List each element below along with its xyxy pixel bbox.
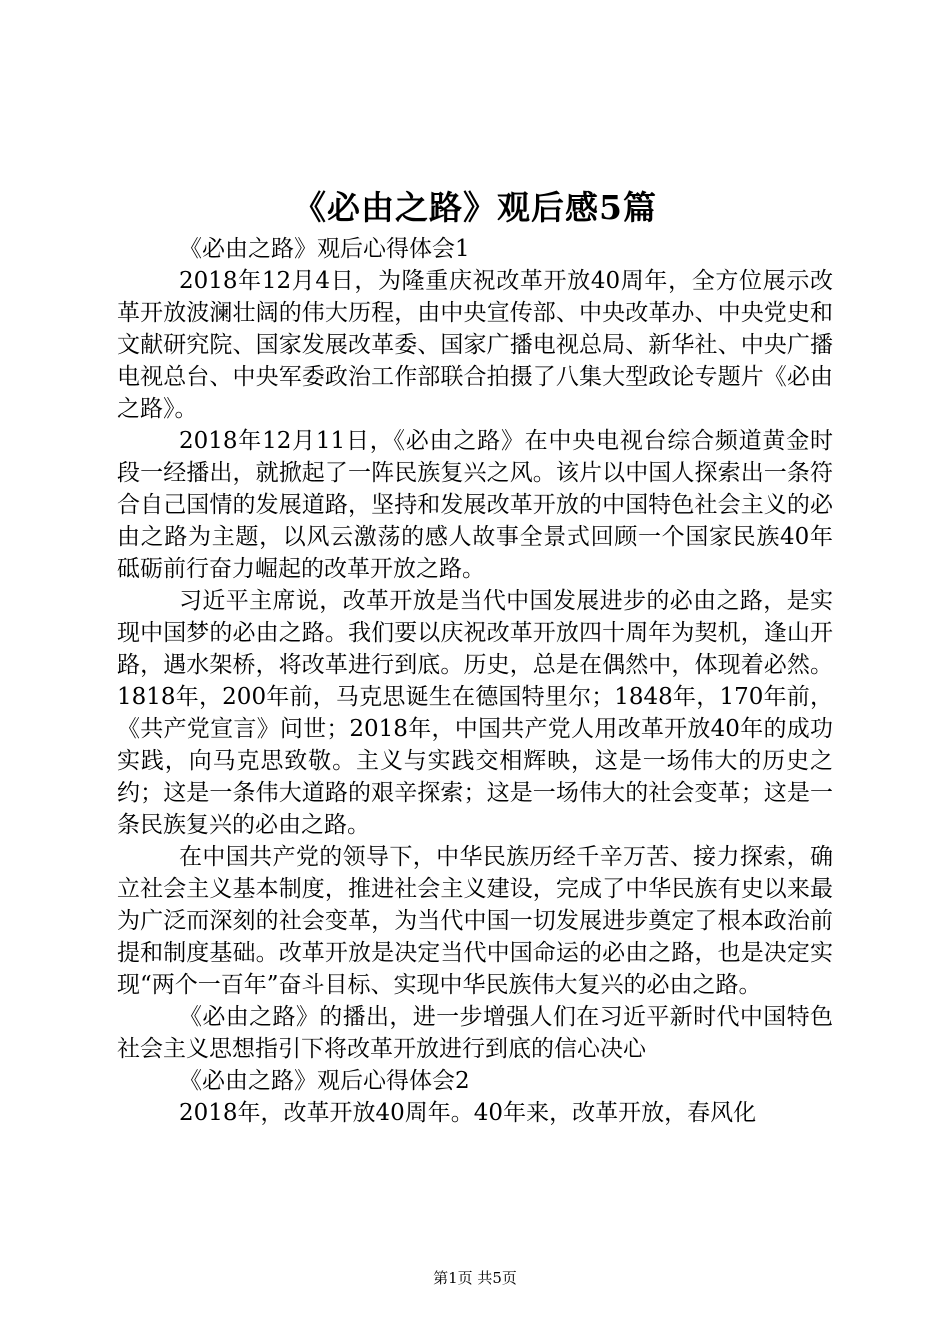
paragraph: 2018年12月4日，为隆重庆祝改革开放40周年，全方位展示改革开放波澜壮阔的伟大历程，由中央宣传部、中央改革办、中央党史和文献研究院、国家发展改革委、国家广播电视总局、新华社、中央广播电视总台、中央军委政治工作部联合拍摄了八集大型政论专题片《必由之路》。: [117, 268, 833, 422]
page-footer: 第1页 共5页: [433, 1269, 517, 1287]
paragraph: 《必由之路》的播出，进一步增强人们在习近平新时代中国特色社会主义思想指引下将改革开放进行到底的信心决心: [117, 1004, 833, 1062]
page-title: 《必由之路》观后感5篇: [293, 188, 657, 227]
section-heading-2: 《必由之路》观后心得体会2: [179, 1068, 470, 1094]
section-heading-1: 《必由之路》观后心得体会1: [179, 236, 470, 262]
paragraph: 习近平主席说，改革开放是当代中国发展进步的必由之路，是实现中国梦的必由之路。我们要以庆祝改革开放四十周年为契机，逢山开路，遇水架桥，将改革进行到底。历史，总是在偶然中，体现着必然。1818年，200年前，马克思诞生在德国特里尔；1848年，170年前，《共产党宣言》问世；2018年，中国共产党人用改革开放40年的成功实践，向马克思致敬。主义与实践交相辉映，这是一场伟大的历史之约；这是一条伟大道路的艰辛探索；这是一场伟大的社会变革；这是一条民族复兴的必由之路。: [117, 588, 833, 838]
paragraph: 2018年12月11日，《必由之路》在中央电视台综合频道黄金时段一经播出，就掀起了一阵民族复兴之风。该片以中国人探索出一条符合自己国情的发展道路，坚持和发展改革开放的中国特色社会主义的必由之路为主题，以风云激荡的感人故事全景式回顾一个国家民族40年砥砺前行奋力崛起的改革开放之路。: [117, 428, 833, 582]
document-body: [117, 233, 833, 1129]
paragraph: 在中国共产党的领导下，中华民族历经千辛万苦、接力探索，确立社会主义基本制度，推进社会主义建设，完成了中华民族有史以来最为广泛而深刻的社会变革，为当代中国一切发展进步奠定了根本政治前提和制度基础。改革开放是决定当代中国命运的必由之路，也是决定实现“两个一百年”奋斗目标、实现中华民族伟大复兴的必由之路。: [117, 844, 833, 998]
paragraph: 2018年，改革开放40周年。40年来，改革开放，春风化: [179, 1100, 757, 1126]
